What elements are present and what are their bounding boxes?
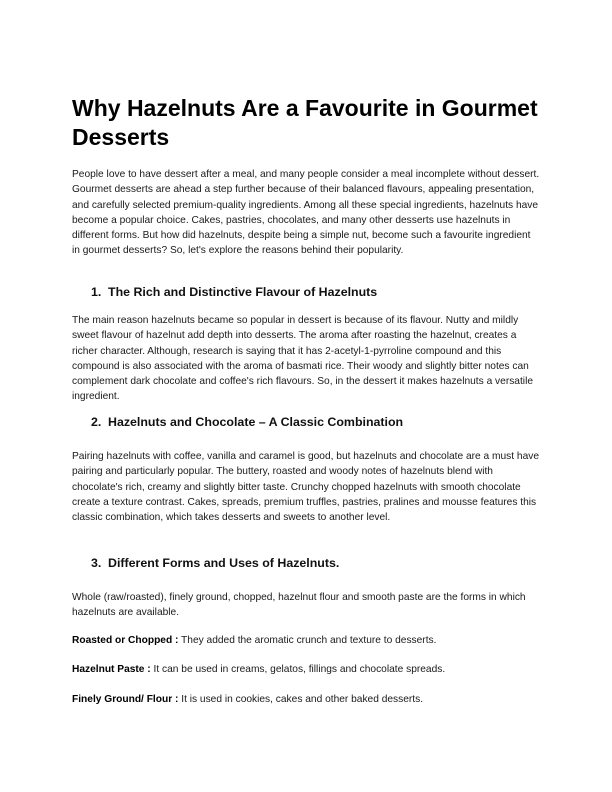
section-number: 2. [91,415,102,429]
section-heading-2 [91,414,541,430]
section-heading-text: Different Forms and Uses of Hazelnuts. [108,556,340,570]
section-body-3: Whole (raw/roasted), finely ground, chopped, hazelnut flour and smooth paste are the forms in which hazelnuts are available. [72,592,526,619]
form-term: Roasted or Chopped : [72,635,179,646]
section-number: 1. [91,285,102,299]
section-heading-text: The Rich and Distinctive Flavour of Hazelnuts [108,285,378,299]
form-definition-roasted [72,633,540,648]
form-definition-flour [72,692,540,707]
section-body-1: The main reason hazelnuts became so popular in dessert is because of its flavour. Nutty and mildly sweet flavour of hazelnut add depth into desserts. The aroma after roasting the hazelnut, creates a richer character. Although, research is saying that it has 2-acetyl-1-pyrroline compound and this compound is also associated with the aroma of basmati rice. Their woody and slightly bitter notes can complement dark chocolate and coffee's rich flavours. So, in the dessert it makes hazelnuts a versatile ingredient. [72,315,533,403]
form-text: It is used in cookies, cakes and other baked desserts. [178,694,424,705]
section-number: 3. [91,556,102,570]
section-heading-3 [91,555,541,571]
form-definition-paste [72,662,540,677]
form-term: Finely Ground/ Flour : [72,694,179,705]
form-term: Hazelnut Paste : [72,664,151,675]
section-body-2: Pairing hazelnuts with coffee, vanilla and caramel is good, but hazelnuts and chocolate are a must have pairing and particularly popular. The buttery, roasted and woody notes of hazelnuts blend with chocolate's rich, creamy and slightly bitter taste. Crunchy chopped hazelnuts with smooth chocolate create a texture contrast. Cakes, spreads, premium truffles, pastries, pralines and mousse features this classic combination, which takes desserts and sweets to another level. [72,451,540,524]
form-text: It can be used in creams, gelatos, fillings and chocolate spreads. [150,664,446,675]
page-title: Why Hazelnuts Are a Favourite in Gourmet Desserts [72,95,538,150]
section-heading-1 [91,284,541,300]
form-text: They added the aromatic crunch and texture to desserts. [178,635,437,646]
intro-paragraph: People love to have dessert after a meal, and many people consider a meal incomplete without dessert. Gourmet desserts are ahead a step further because of their balanced flavours, appealing presentation, and carefully selected premium-quality ingredients. Among all these special ingredients, hazelnuts have become a popular choice. Cakes, pastries, chocolates, and many other desserts use hazelnuts in different forms. But how did hazelnuts, despite being a simple nut, become such a favourite ingredient in gourmet desserts? So, let's explore the reasons behind their popularity. [72,169,540,257]
section-heading-text: Hazelnuts and Chocolate – A Classic Combination [108,415,404,429]
